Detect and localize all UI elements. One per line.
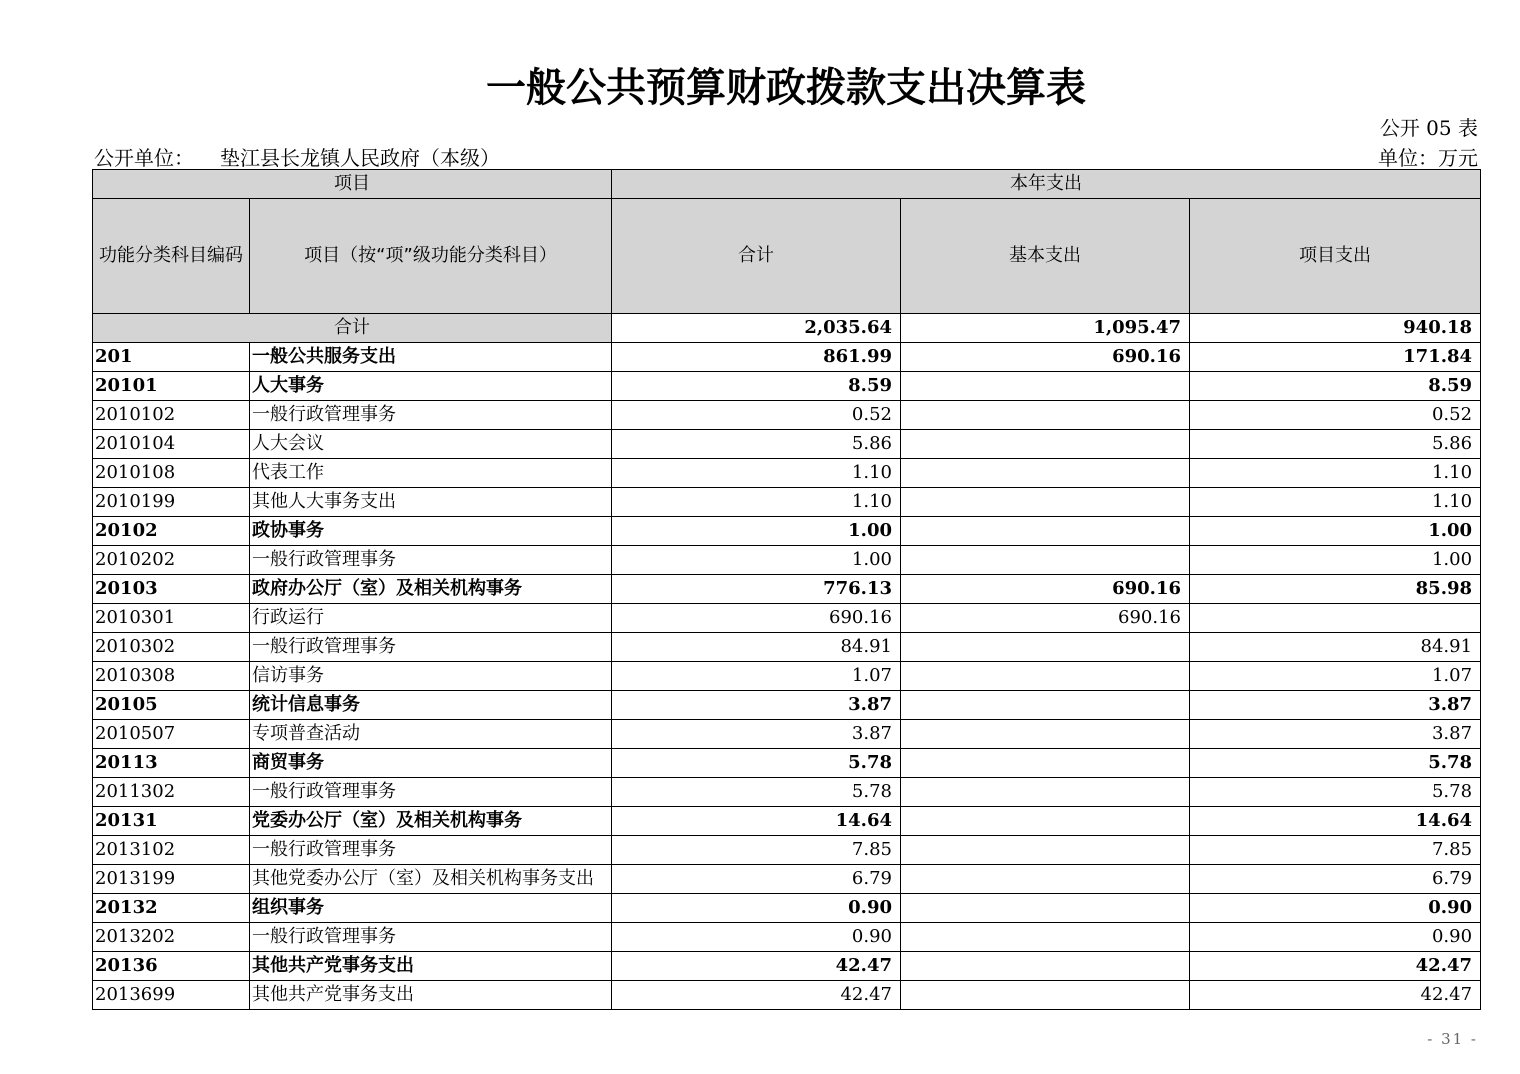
row-project: 85.98 bbox=[1190, 575, 1481, 604]
row-total: 1.07 bbox=[612, 662, 901, 691]
table-row bbox=[93, 923, 1481, 952]
row-project: 0.52 bbox=[1190, 401, 1481, 430]
row-total: 6.79 bbox=[612, 865, 901, 894]
table-number: 公开 05 表 bbox=[1379, 116, 1478, 140]
row-total: 1.00 bbox=[612, 517, 901, 546]
unit-name: 垫江县长龙镇人民政府（本级） bbox=[220, 146, 500, 170]
row-total: 1.00 bbox=[612, 546, 901, 575]
row-total: 1.10 bbox=[612, 488, 901, 517]
total-project: 940.18 bbox=[1190, 314, 1481, 343]
header-item-group: 项目 bbox=[93, 170, 612, 199]
row-code: 20103 bbox=[93, 575, 250, 604]
row-basic bbox=[901, 488, 1190, 517]
row-project bbox=[1190, 604, 1481, 633]
table-row bbox=[93, 488, 1481, 517]
row-name: 人大会议 bbox=[250, 430, 612, 459]
row-project: 0.90 bbox=[1190, 894, 1481, 923]
row-total: 84.91 bbox=[612, 633, 901, 662]
row-total: 0.52 bbox=[612, 401, 901, 430]
table-row bbox=[93, 575, 1481, 604]
row-name: 政协事务 bbox=[250, 517, 612, 546]
row-code: 2010507 bbox=[93, 720, 250, 749]
row-project: 171.84 bbox=[1190, 343, 1481, 372]
row-code: 20105 bbox=[93, 691, 250, 720]
page-title: 一般公共预算财政拨款支出决算表 bbox=[486, 65, 1086, 111]
total-basic: 1,095.47 bbox=[901, 314, 1190, 343]
row-project: 42.47 bbox=[1190, 952, 1481, 981]
row-project: 42.47 bbox=[1190, 981, 1481, 1010]
row-name: 一般行政管理事务 bbox=[250, 546, 612, 575]
row-name: 一般行政管理事务 bbox=[250, 401, 612, 430]
row-basic bbox=[901, 778, 1190, 807]
row-total: 5.86 bbox=[612, 430, 901, 459]
table-row bbox=[93, 691, 1481, 720]
row-total: 690.16 bbox=[612, 604, 901, 633]
row-project: 1.00 bbox=[1190, 517, 1481, 546]
row-code: 20132 bbox=[93, 894, 250, 923]
header-project: 项目支出 bbox=[1190, 199, 1481, 314]
table-row bbox=[93, 662, 1481, 691]
row-total: 861.99 bbox=[612, 343, 901, 372]
row-basic bbox=[901, 749, 1190, 778]
row-name: 专项普查活动 bbox=[250, 720, 612, 749]
row-basic: 690.16 bbox=[901, 575, 1190, 604]
row-project: 3.87 bbox=[1190, 691, 1481, 720]
row-project: 3.87 bbox=[1190, 720, 1481, 749]
row-basic bbox=[901, 923, 1190, 952]
row-total: 0.90 bbox=[612, 894, 901, 923]
row-code: 201 bbox=[93, 343, 250, 372]
header-group-row bbox=[93, 170, 1481, 199]
row-total: 3.87 bbox=[612, 691, 901, 720]
row-basic bbox=[901, 952, 1190, 981]
row-total: 42.47 bbox=[612, 981, 901, 1010]
row-name: 人大事务 bbox=[250, 372, 612, 401]
table-row bbox=[93, 459, 1481, 488]
header-name: 项目（按“项”级功能分类科目） bbox=[250, 199, 612, 314]
unit-label: 公开单位： bbox=[94, 146, 194, 170]
header-column-row bbox=[93, 199, 1481, 314]
row-code: 2010104 bbox=[93, 430, 250, 459]
row-basic bbox=[901, 836, 1190, 865]
page-number: - 31 - bbox=[1427, 1030, 1478, 1048]
table-row bbox=[93, 372, 1481, 401]
row-total: 7.85 bbox=[612, 836, 901, 865]
row-project: 1.10 bbox=[1190, 459, 1481, 488]
row-code: 2013699 bbox=[93, 981, 250, 1010]
row-name: 政府办公厅（室）及相关机构事务 bbox=[250, 575, 612, 604]
row-code: 2010301 bbox=[93, 604, 250, 633]
row-total: 1.10 bbox=[612, 459, 901, 488]
row-code: 20102 bbox=[93, 517, 250, 546]
row-code: 20131 bbox=[93, 807, 250, 836]
total-label: 合计 bbox=[93, 314, 612, 343]
row-name: 一般公共服务支出 bbox=[250, 343, 612, 372]
table-row bbox=[93, 517, 1481, 546]
row-code: 2010199 bbox=[93, 488, 250, 517]
row-project: 14.64 bbox=[1190, 807, 1481, 836]
table-body bbox=[93, 170, 1481, 1010]
table-row bbox=[93, 894, 1481, 923]
row-code: 2010302 bbox=[93, 633, 250, 662]
reporting-unit bbox=[94, 142, 500, 171]
row-project: 1.07 bbox=[1190, 662, 1481, 691]
table-row bbox=[93, 633, 1481, 662]
row-name: 代表工作 bbox=[250, 459, 612, 488]
row-basic: 690.16 bbox=[901, 604, 1190, 633]
total-sum: 2,035.64 bbox=[612, 314, 901, 343]
row-basic bbox=[901, 894, 1190, 923]
row-code: 2010108 bbox=[93, 459, 250, 488]
row-name: 其他共产党事务支出 bbox=[250, 952, 612, 981]
row-basic bbox=[901, 459, 1190, 488]
table-row bbox=[93, 720, 1481, 749]
row-total: 776.13 bbox=[612, 575, 901, 604]
expenditure-table bbox=[92, 169, 1481, 1010]
row-basic bbox=[901, 662, 1190, 691]
table-row bbox=[93, 546, 1481, 575]
header-code: 功能分类科目编码 bbox=[93, 199, 250, 314]
table-row bbox=[93, 430, 1481, 459]
row-code: 2010308 bbox=[93, 662, 250, 691]
row-basic bbox=[901, 546, 1190, 575]
row-project: 1.10 bbox=[1190, 488, 1481, 517]
table-row bbox=[93, 749, 1481, 778]
row-name: 一般行政管理事务 bbox=[250, 836, 612, 865]
row-name: 一般行政管理事务 bbox=[250, 923, 612, 952]
row-basic bbox=[901, 517, 1190, 546]
table-row bbox=[93, 981, 1481, 1010]
table-row bbox=[93, 343, 1481, 372]
row-name: 其他共产党事务支出 bbox=[250, 981, 612, 1010]
row-basic bbox=[901, 430, 1190, 459]
table-row bbox=[93, 807, 1481, 836]
row-name: 一般行政管理事务 bbox=[250, 778, 612, 807]
row-total: 5.78 bbox=[612, 749, 901, 778]
row-name: 其他人大事务支出 bbox=[250, 488, 612, 517]
row-code: 20136 bbox=[93, 952, 250, 981]
row-basic bbox=[901, 633, 1190, 662]
total-row bbox=[93, 314, 1481, 343]
row-project: 0.90 bbox=[1190, 923, 1481, 952]
row-name: 信访事务 bbox=[250, 662, 612, 691]
row-code: 2010102 bbox=[93, 401, 250, 430]
row-name: 一般行政管理事务 bbox=[250, 633, 612, 662]
row-code: 20113 bbox=[93, 749, 250, 778]
row-project: 5.78 bbox=[1190, 778, 1481, 807]
header-basic: 基本支出 bbox=[901, 199, 1190, 314]
row-name: 统计信息事务 bbox=[250, 691, 612, 720]
row-basic bbox=[901, 981, 1190, 1010]
table-row bbox=[93, 865, 1481, 894]
row-total: 42.47 bbox=[612, 952, 901, 981]
row-project: 84.91 bbox=[1190, 633, 1481, 662]
header-total: 合计 bbox=[612, 199, 901, 314]
row-total: 14.64 bbox=[612, 807, 901, 836]
row-project: 1.00 bbox=[1190, 546, 1481, 575]
row-total: 0.90 bbox=[612, 923, 901, 952]
row-project: 8.59 bbox=[1190, 372, 1481, 401]
row-code: 2011302 bbox=[93, 778, 250, 807]
row-basic bbox=[901, 865, 1190, 894]
row-code: 2013202 bbox=[93, 923, 250, 952]
header-year-group: 本年支出 bbox=[612, 170, 1481, 199]
row-total: 3.87 bbox=[612, 720, 901, 749]
row-name: 行政运行 bbox=[250, 604, 612, 633]
table-row bbox=[93, 401, 1481, 430]
row-project: 7.85 bbox=[1190, 836, 1481, 865]
currency-unit: 单位：万元 bbox=[1378, 146, 1478, 170]
row-name: 组织事务 bbox=[250, 894, 612, 923]
row-basic bbox=[901, 372, 1190, 401]
row-code: 2013199 bbox=[93, 865, 250, 894]
row-project: 5.86 bbox=[1190, 430, 1481, 459]
table-row bbox=[93, 836, 1481, 865]
row-basic bbox=[901, 807, 1190, 836]
row-name: 其他党委办公厅（室）及相关机构事务支出 bbox=[250, 865, 612, 894]
row-code: 2013102 bbox=[93, 836, 250, 865]
row-total: 5.78 bbox=[612, 778, 901, 807]
row-basic bbox=[901, 401, 1190, 430]
table-row bbox=[93, 604, 1481, 633]
row-project: 5.78 bbox=[1190, 749, 1481, 778]
row-basic bbox=[901, 691, 1190, 720]
row-code: 20101 bbox=[93, 372, 250, 401]
row-basic: 690.16 bbox=[901, 343, 1190, 372]
row-name: 党委办公厅（室）及相关机构事务 bbox=[250, 807, 612, 836]
row-total: 8.59 bbox=[612, 372, 901, 401]
row-name: 商贸事务 bbox=[250, 749, 612, 778]
table-row bbox=[93, 952, 1481, 981]
row-basic bbox=[901, 720, 1190, 749]
row-code: 2010202 bbox=[93, 546, 250, 575]
table-row bbox=[93, 778, 1481, 807]
row-project: 6.79 bbox=[1190, 865, 1481, 894]
